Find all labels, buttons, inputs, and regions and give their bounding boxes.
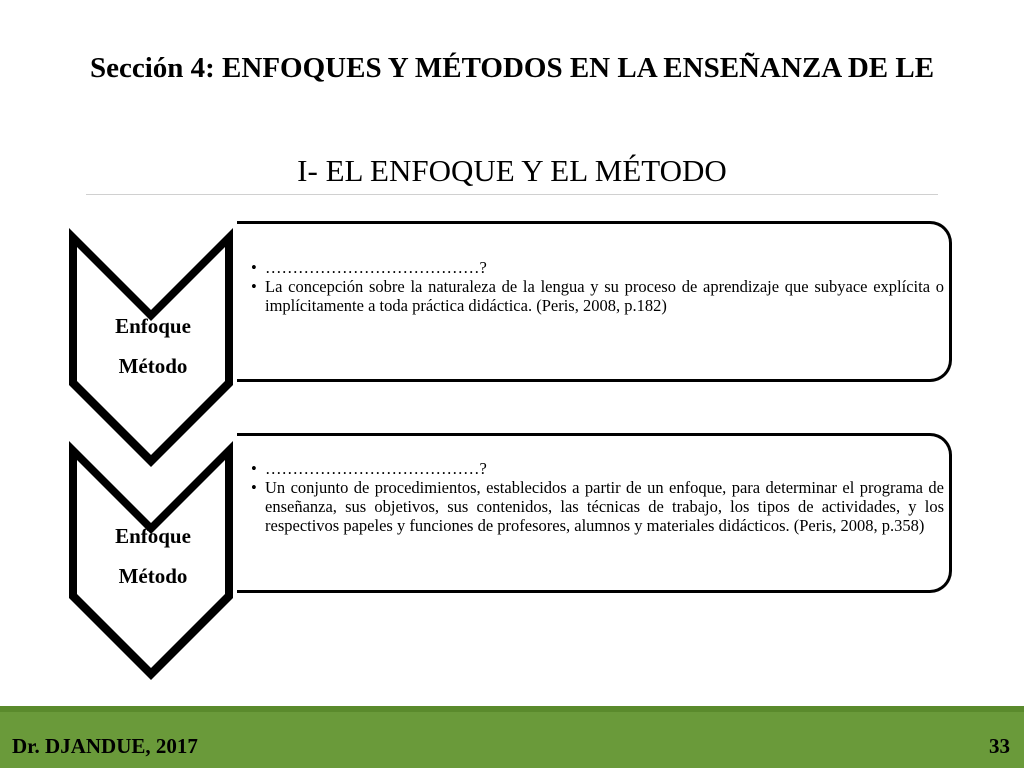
footer-bar bbox=[0, 706, 1024, 768]
chevron-label-2 bbox=[58, 516, 248, 596]
definition-box-2 bbox=[237, 433, 952, 593]
label-metodo: Método bbox=[118, 564, 188, 588]
page-number: 33 bbox=[989, 734, 1010, 758]
blank-question: • …………………………………? bbox=[251, 258, 944, 277]
definition-text: • La concepción sobre la naturaleza de la lengua y su proceso de aprendizaje que subyace explícita o implícitamente a toda práctica didáctica. (Peris, 2008, p.182) bbox=[251, 277, 944, 315]
footer-stripe bbox=[0, 706, 1024, 712]
label-enfoque: Enfoque bbox=[115, 314, 191, 338]
chevron-label-1 bbox=[58, 306, 248, 386]
label-metodo: Método bbox=[118, 354, 188, 378]
definition-box-1 bbox=[237, 221, 952, 382]
label-enfoque: Enfoque bbox=[115, 524, 191, 548]
definition-text: • Un conjunto de procedimientos, establecidos a partir de un enfoque, para determinar el programa de enseñanza, sus objetivos, sus contenidos, las técnicas de trabajo, los tipos de actividades, y los respectivos papeles y funciones de profesores, alumnos y materiales didácticos. (Peris, 2008, p.358) bbox=[251, 478, 944, 535]
blank-question: • …………………………………? bbox=[251, 459, 944, 478]
section-subtitle: I- EL ENFOQUE Y EL MÉTODO bbox=[297, 153, 727, 188]
footer-author: Dr. DJANDUE, 2017 bbox=[12, 734, 198, 758]
slide-title: Sección 4: ENFOQUES Y MÉTODOS EN LA ENSEÑANZA DE LE bbox=[89, 52, 935, 84]
title-divider bbox=[86, 194, 938, 195]
